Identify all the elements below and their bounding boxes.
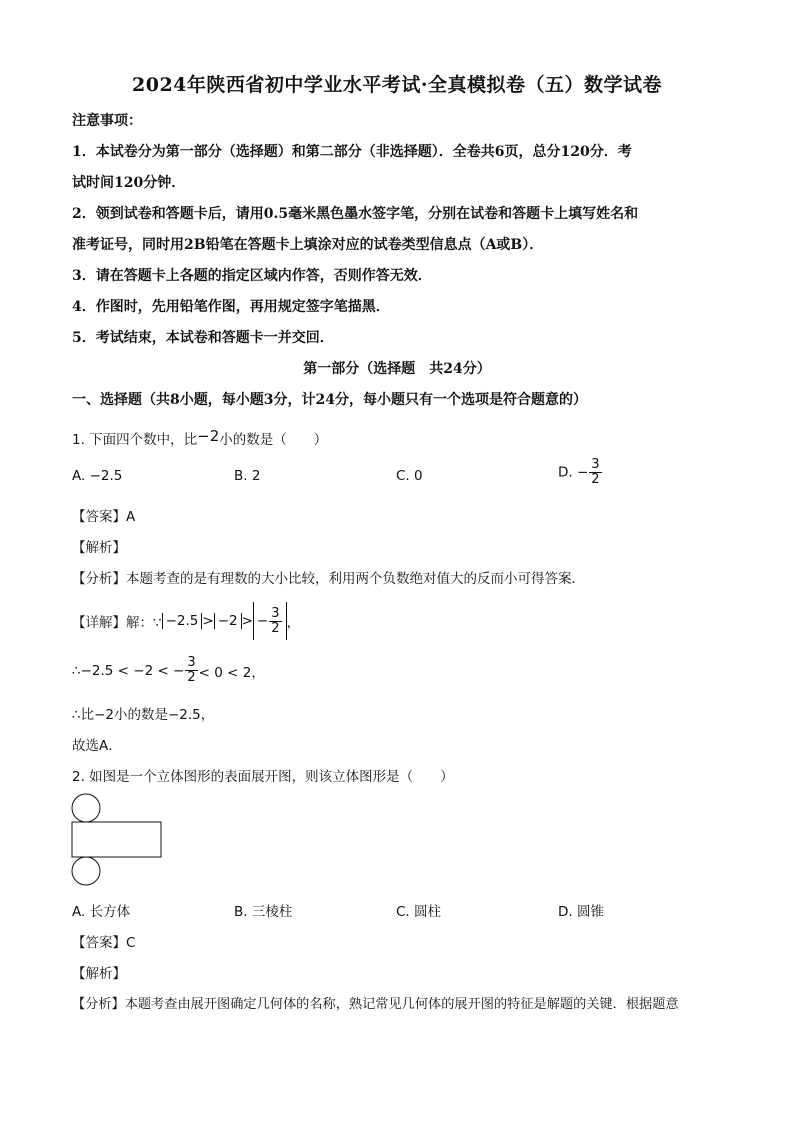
detail-suffix: ， (286, 615, 300, 631)
page-title: 2024年陕西省初中学业水平考试·全真模拟卷（五）数学试卷 (132, 74, 662, 96)
q1-stem (72, 428, 327, 448)
detail-prefix: 【详解】解：∵ (72, 615, 162, 631)
q2-option-a: A. 长方体 (72, 904, 131, 920)
note-line-4: 准考证号，同时用2B铅笔在答题卡上填涂对应的试卷类型信息点（A或B）． (72, 237, 544, 253)
fraction-numerator: 3 (591, 457, 600, 472)
abs-value-1: −2.5 (162, 613, 203, 629)
note-line-5: 3．请在答题卡上各题的指定区域内作答，否则作答无效． (72, 268, 432, 284)
top-circle (72, 794, 100, 822)
note-line-2: 试时间120分钟． (72, 175, 186, 191)
cylinder-net-figure (66, 792, 168, 888)
q1-detail (72, 602, 300, 640)
q1-line2 (72, 656, 265, 685)
abs-value-3 (253, 602, 287, 640)
line2-fraction (185, 656, 197, 685)
q1-answer: 【答案】A (72, 509, 136, 525)
q1-option-d-prefix: D. − (558, 464, 589, 481)
bottom-circle (72, 857, 100, 885)
fraction-numerator: 3 (187, 655, 196, 670)
note-line-1: 1．本试卷分为第一部分（选择题）和第二部分（非选择题）．全卷共6页，总分120分．考 (72, 144, 632, 160)
line2-suffix: < 0 < 2， (198, 664, 265, 681)
q1-line3: ∴比−2小的数是−2.5， (72, 707, 215, 723)
note-line-3: 2．领到试卷和答题卡后，请用0.5毫米黑色墨水签字笔，分别在试卷和答题卡上填写姓名和 (72, 206, 639, 222)
q2-jiexi: 【解析】 (72, 966, 126, 982)
line2-prefix: ∴−2.5 < −2 < − (72, 662, 185, 679)
q1-option-a: A. −2.5 (72, 468, 123, 484)
q1-stem-num: −2 (197, 427, 220, 445)
q1-analysis: 【分析】本题考查的是有理数的大小比较，利用两个负数绝对值大的反而小可得答案． (72, 571, 585, 587)
fraction-denominator: 2 (187, 670, 196, 685)
note-line-6: 4．作图时，先用铅笔作图，再用规定签字笔描黑． (72, 299, 390, 315)
q1-option-b: B. 2 (234, 468, 261, 484)
q1-option-c: C. 0 (396, 468, 423, 484)
q2-option-c: C. 圆柱 (396, 904, 442, 920)
q2-answer: 【答案】C (72, 935, 136, 951)
detail-gt-2: > (241, 613, 253, 629)
section-heading: 一、选择题（共8小题，每小题3分，计24分，每小题只有一个选项是符合题意的） (72, 392, 587, 408)
q2-stem: 2. 如图是一个立体图形的表面展开图，则该立体图形是（ ） (72, 769, 454, 785)
part1-heading: 第一部分（选择题 共24分） (303, 361, 491, 377)
fraction-numerator: 3 (271, 605, 280, 621)
q1-stem-after: 小的数是（ ） (219, 432, 328, 448)
q1-conclusion: 故选A． (72, 738, 122, 754)
q2-option-d: D. 圆锥 (558, 904, 604, 920)
abs-value-2: −2 (214, 613, 242, 629)
q2-analysis: 【分析】本题考查由展开图确定几何体的名称，熟记常见几何体的展开图的特征是解题的关键．根据题意 (72, 997, 679, 1012)
fraction-denominator: 2 (271, 620, 280, 636)
detail-fraction (269, 607, 281, 636)
note-line-7: 5．考试结束，本试卷和答题卡一并交回． (72, 330, 334, 346)
q1-jiexi: 【解析】 (72, 540, 126, 556)
q1-option-d (558, 458, 603, 487)
q1-option-d-fraction (589, 458, 601, 487)
detail-neg: − (256, 613, 269, 629)
q1-stem-before: 1. 下面四个数中，比 (72, 432, 198, 448)
lateral-rectangle (72, 822, 161, 857)
fraction-denominator: 2 (591, 472, 600, 487)
q2-option-b: B. 三棱柱 (234, 904, 293, 920)
notes-heading: 注意事项： (72, 113, 142, 129)
detail-gt-1: > (202, 613, 214, 629)
